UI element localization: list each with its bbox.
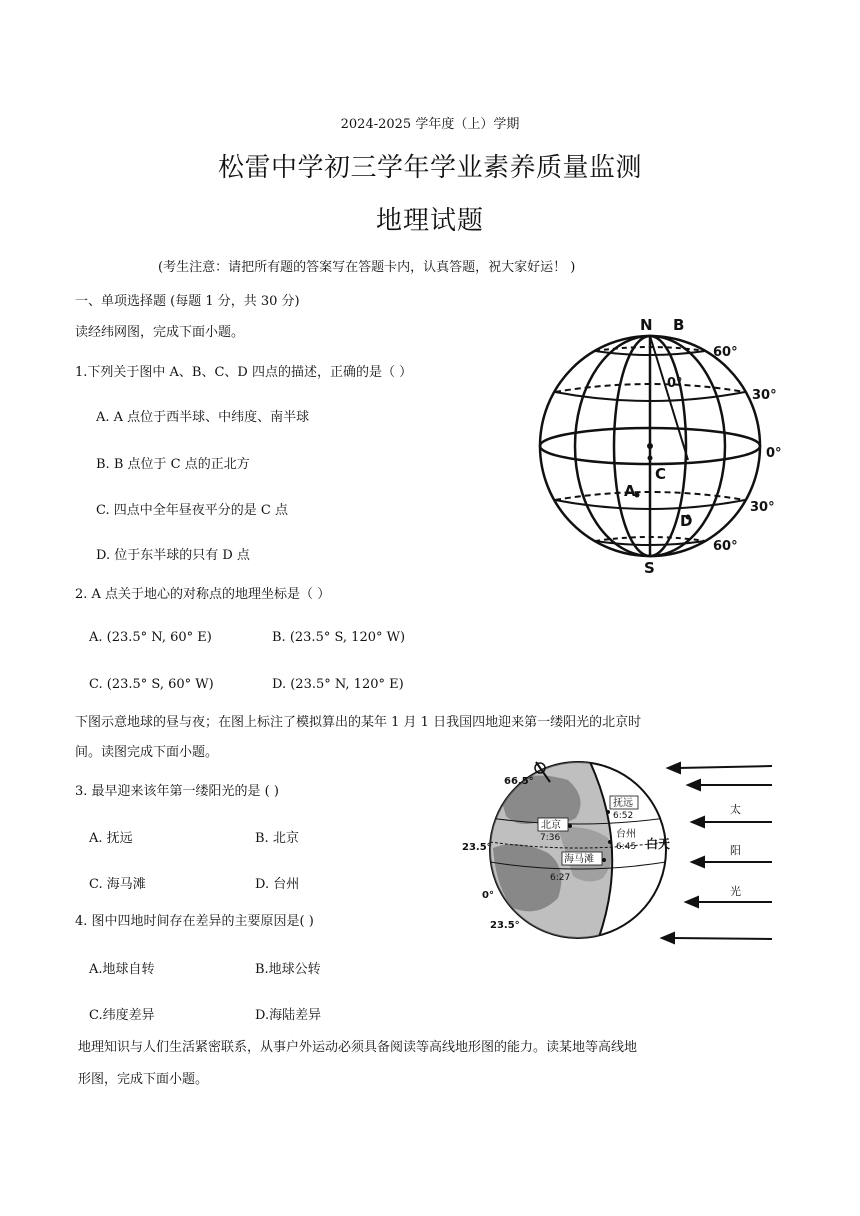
question-2-stem: 2. A 点关于地心的对称点的地理坐标是（ ） bbox=[75, 587, 331, 602]
label-a: A bbox=[624, 482, 636, 500]
place-beijing: 北京 bbox=[541, 820, 561, 831]
label-b: B bbox=[673, 316, 685, 334]
point-c bbox=[648, 456, 653, 461]
label-c: C bbox=[655, 465, 667, 483]
question-4-option-a[interactable]: A.地球自转 bbox=[89, 962, 155, 977]
question-4-option-d[interactable]: D.海陆差异 bbox=[255, 1008, 322, 1023]
question-1-option-d[interactable]: D. 位于东半球的只有 D 点 bbox=[96, 548, 250, 563]
school-year: 2024-2025 学年度（上）学期 bbox=[340, 117, 520, 132]
label-lat-23-5-n: 23.5° bbox=[462, 842, 492, 853]
earth-day-night-figure bbox=[458, 758, 778, 946]
label-prime-meridian: 0° bbox=[667, 376, 683, 391]
globe-center-point bbox=[647, 443, 653, 449]
time-haimatan: 6:27 bbox=[550, 873, 571, 883]
label-n: N bbox=[640, 316, 653, 334]
question-1-option-c[interactable]: C. 四点中全年昼夜平分的是 C 点 bbox=[96, 503, 288, 518]
sunlight-label-1: 太 bbox=[730, 803, 741, 816]
time-beijing: 7:36 bbox=[540, 833, 561, 843]
question-2-option-d[interactable]: D. (23.5° N, 120° E) bbox=[272, 677, 404, 692]
intro-text-3-line-2: 形图，完成下面小题。 bbox=[78, 1072, 209, 1087]
question-2-option-c[interactable]: C. (23.5° S, 60° W) bbox=[89, 677, 214, 692]
question-3-stem: 3. 最早迎来该年第一缕阳光的是 ( ) bbox=[75, 784, 279, 799]
question-4-option-b[interactable]: B.地球公转 bbox=[255, 962, 321, 977]
sunlight-label-3: 光 bbox=[730, 885, 741, 898]
place-fuyuan: 抚远 bbox=[613, 798, 633, 809]
question-2-option-a[interactable]: A. (23.5° N, 60° E) bbox=[89, 630, 212, 645]
sunlight-label-2: 阳 bbox=[730, 844, 741, 857]
question-2-option-b[interactable]: B. (23.5° S, 120° W) bbox=[272, 630, 406, 645]
label-s: S bbox=[644, 559, 655, 575]
marker-haimatan bbox=[602, 858, 606, 862]
sunray-6 bbox=[672, 938, 772, 939]
subject-title: 地理试题 bbox=[375, 206, 484, 236]
place-haimatan: 海马滩 bbox=[564, 854, 594, 865]
label-lat-30n: 30° bbox=[752, 388, 777, 403]
section-heading: 一、单项选择题 (每题 1 分，共 30 分) bbox=[75, 294, 300, 309]
question-4-stem: 4. 图中四地时间存在差异的主要原因是( ) bbox=[75, 914, 314, 929]
place-taizhou: 台州 bbox=[616, 829, 636, 840]
question-3-option-b[interactable]: B. 北京 bbox=[255, 831, 299, 846]
intro-text-2-line-2: 间。读图完成下面小题。 bbox=[75, 745, 219, 760]
question-3-option-c[interactable]: C. 海马滩 bbox=[89, 877, 146, 892]
sunray-1 bbox=[678, 766, 772, 768]
intro-text-2-line-1: 下图示意地球的昼与夜；在图上标注了模拟算出的某年 1 月 1 日我国四地迎来第一缕阳光的北京时 bbox=[75, 715, 642, 730]
intro-text-1: 读经纬网图，完成下面小题。 bbox=[75, 325, 245, 340]
marker-taizhou bbox=[608, 840, 612, 844]
label-lat-0: 0° bbox=[766, 446, 782, 461]
label-lat-66-5: 66.5° bbox=[504, 776, 534, 787]
question-3-option-a[interactable]: A. 抚远 bbox=[89, 831, 133, 846]
marker-beijing bbox=[568, 824, 572, 828]
intro-text-3-line-1: 地理知识与人们生活紧密联系，从事户外运动必须具备阅读等高线地形图的能力。读某地等高线地 bbox=[78, 1040, 638, 1055]
exam-notice: (考生注意：请把所有题的答案写在答题卡内，认真答题，祝大家好运！ ) bbox=[158, 260, 576, 275]
question-4-option-c[interactable]: C.纬度差异 bbox=[89, 1008, 155, 1023]
graticule-globe-figure bbox=[520, 310, 790, 575]
day-side-label: 白天 bbox=[646, 837, 671, 851]
question-1-stem: 1.下列关于图中 A、B、C、D 四点的描述，正确的是（ ） bbox=[75, 365, 413, 380]
exam-title: 松雷中学初三学年学业素养质量监测 bbox=[217, 153, 642, 183]
label-d: D bbox=[680, 512, 693, 530]
label-lat-60n: 60° bbox=[713, 345, 738, 360]
time-fuyuan: 6:52 bbox=[613, 811, 634, 821]
question-1-option-b[interactable]: B. B 点位于 C 点的正北方 bbox=[96, 457, 250, 472]
question-3-option-d[interactable]: D. 台州 bbox=[255, 877, 300, 892]
question-1-option-a[interactable]: A. A 点位于西半球、中纬度、南半球 bbox=[96, 410, 310, 425]
label-lat-60s: 60° bbox=[713, 539, 738, 554]
label-lat-23-5-s: 23.5° bbox=[490, 920, 520, 931]
marker-fuyuan bbox=[606, 810, 610, 814]
time-taizhou: 6:45 bbox=[616, 842, 637, 852]
label-lat-30s: 30° bbox=[750, 500, 775, 515]
label-equator: 0° bbox=[482, 890, 494, 901]
